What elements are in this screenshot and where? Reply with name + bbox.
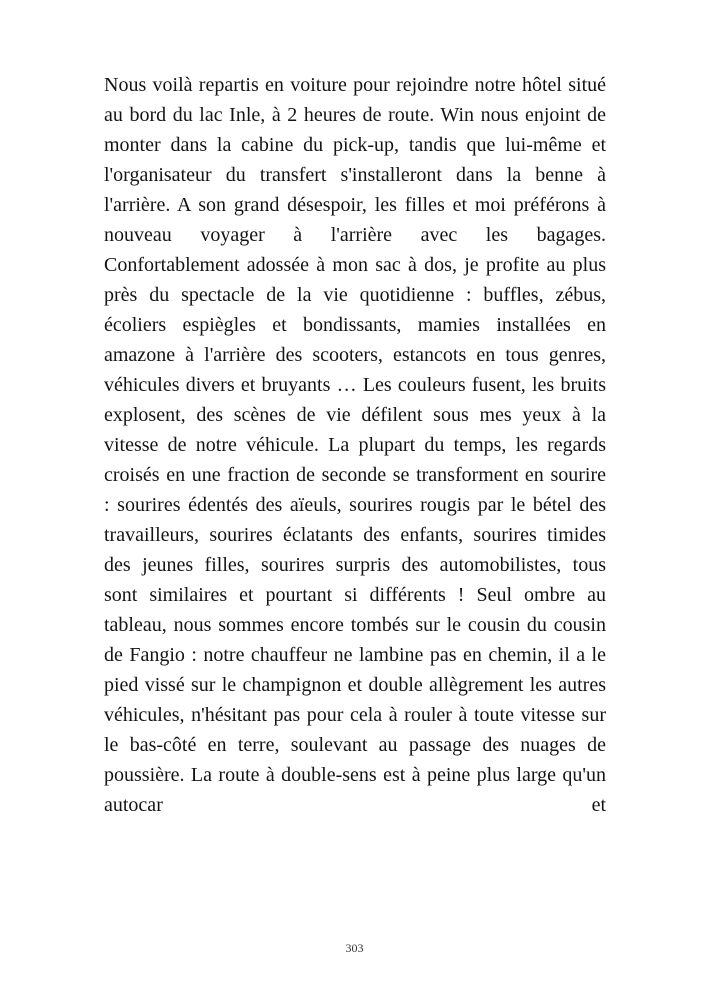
page-number: 303 xyxy=(345,941,364,955)
paragraph-text: Nous voilà repartis en voiture pour rejoindre notre hôtel situé au bord du lac Inle, à 2 heures de route. Win nous enjoint de monter dans la cabine du pick-up, tandis que lui-même et l'organisateur du transfert s'installeront dans la benne à l'arrière. A son grand désespoir, les filles et moi préférons à nouveau voyager à l'arrière avec les bagages. Confortablement adossée à mon sac à dos, je profite au plus près du spectacle de la vie quotidienne : buffles, zébus, écoliers espiègles et bondissants, mamies installées en amazone à l'arrière des scooters, estancots en tous genres, véhicules divers et bruyants … Les couleurs fusent, les bruits explosent, des scènes de vie défilent sous mes yeux à la vitesse de notre véhicule. La plupart du temps, les regards croisés en une fraction de seconde se transforment en sourire : sourires édentés des aïeuls, sourires rougis par le bétel des travailleurs, sourires éclatants des enfants, sourires timides des jeunes filles, sourires surpris des automobilistes, tous sont similaires et pourtant si différents ! Seul ombre au tableau, nous sommes encore tombés sur le cousin du cousin de Fangio : notre chauffeur ne lambine pas en chemin, il a le pied vissé sur le champignon et double allègrement les autres véhicules, n'hésitant pas pour cela à rouler à toute vitesse sur le bas-côté en terre, soulevant au passage des nuages de poussière. La route à double-sens est à peine plus large qu'un autocar et xyxy=(104,74,606,816)
